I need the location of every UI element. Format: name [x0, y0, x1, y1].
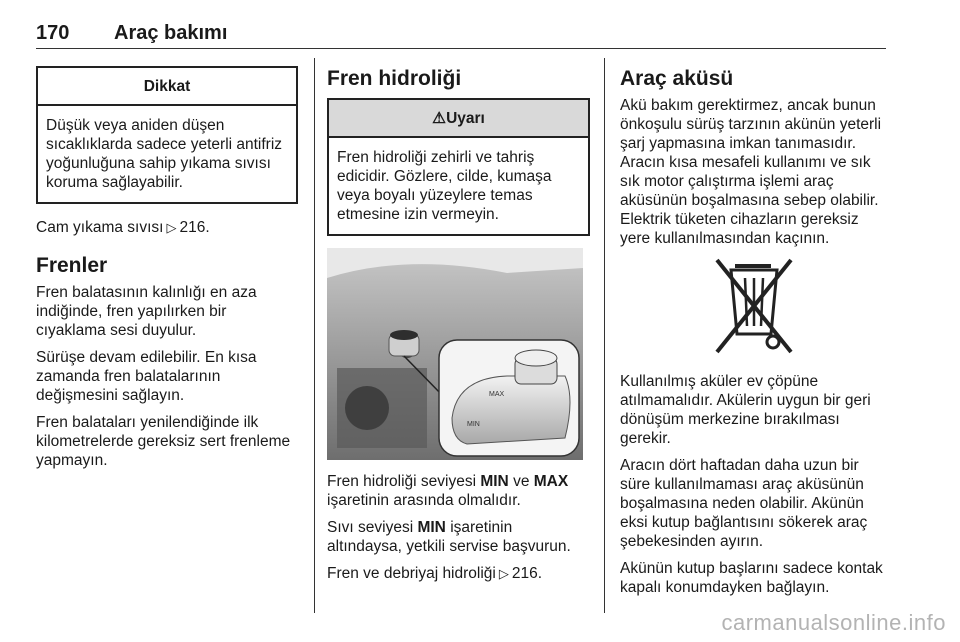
page-number: 170: [36, 22, 70, 44]
washer-fluid-line: Cam yıkama sıvısı ▷ 216.: [36, 219, 210, 236]
battery-heading: Araç aküsü: [620, 67, 734, 90]
photo-label-max: MAX: [489, 391, 505, 398]
fluid-page-ref[interactable]: 216.: [511, 565, 543, 582]
warning-header: [329, 100, 588, 138]
fluid-reference-line: Fren ve debriyaj hidroliği ▷ 216.: [327, 565, 543, 582]
washer-fluid-page-ref[interactable]: 216.: [179, 219, 210, 236]
watermark: carmanualsonline.info: [721, 610, 946, 635]
battery-para-4: Akünün kutup başlarını sadece kontak kapalı konumdayken bağlayın.: [620, 560, 883, 596]
brakes-heading: Frenler: [36, 254, 108, 277]
reference-arrow-icon[interactable]: ▷: [498, 566, 509, 581]
battery-para-2: Kullanılmış aküler ev çöpüne atılmamalıdır. Akülerin uygun bir geri dönüşüm merkezine bırakılması gerekir.: [620, 373, 871, 447]
warning-triangle-icon: ⚠: [432, 110, 447, 127]
photo-label-min: MIN: [467, 421, 480, 428]
warning-title: Uyarı: [446, 110, 485, 127]
battery-para-3: Aracın dört haftadan daha uzun bir süre kullanılmaması araç aküsünün boşalmasına neden olabilir. Akünün eksi kutup bağlantısını sökerek araç şebekesinden ayırın.: [620, 457, 868, 550]
column-divider-1: [314, 58, 315, 613]
right-column: [620, 66, 888, 605]
middle-column: [327, 66, 590, 591]
level-para: Fren hidroliği seviyesi MIN ve MAX işaretinin arasında olmalıdır.: [327, 473, 569, 509]
header-rule: [36, 48, 886, 49]
warning-body: Fren hidroliği zehirli ve tahriş edicidir. Gözlere, cilde, kumaşa veya boyalı yüzeylere temas etmesine izin vermeyin.: [337, 149, 552, 223]
brakes-para-1: Fren balatasının kalınlığı en aza indiğinde, fren yapılırken bir cıyaklama sesi duyulur.: [36, 284, 257, 339]
brake-fluid-reservoir-photo: [327, 248, 583, 460]
column-divider-2: [604, 58, 605, 613]
notice-box: [36, 66, 298, 204]
battery-para-1: Akü bakım gerektirmez, ancak bunun önkoşulu sürüş tarzının akünün yeterli şarj yapmasına imkan tanımasıdır. Aracın kısa mesafeli kullanımı ve sık sık motor çalıştırma işlemi araç aküsünün boşalmasına sebep olabilir. Elektrik tüketen cihazların gereksiz yere kullanılmasından kaçının.: [620, 97, 882, 247]
left-column: [36, 66, 298, 478]
reference-arrow-icon[interactable]: ▷: [166, 220, 177, 235]
crossed-out-bin-icon: [709, 256, 799, 360]
notice-body: Düşük veya aniden düşen sıcaklıklarda sadece yeterli antifriz yoğunluğuna sahip yıkama sıvısı koruma sağlayabilir.: [46, 117, 283, 191]
chapter-title: Araç bakımı: [114, 22, 228, 44]
page-header: [36, 22, 227, 45]
brake-fluid-heading: Fren hidroliği: [327, 67, 462, 90]
brakes-para-2: Sürüşe devam edilebilir. En kısa zamanda fren balatalarının değişmesini sağlayın.: [36, 349, 257, 404]
notice-title: Dikkat: [38, 68, 296, 106]
warning-box: [327, 98, 590, 236]
brakes-para-3: Fren balataları yenilendiğinde ilk kilometrelerde gereksiz sert frenleme yapmayın.: [36, 414, 291, 469]
below-min-para: Sıvı seviyesi MIN işaretinin altındaysa, yetkili servise başvurun.: [327, 519, 571, 555]
